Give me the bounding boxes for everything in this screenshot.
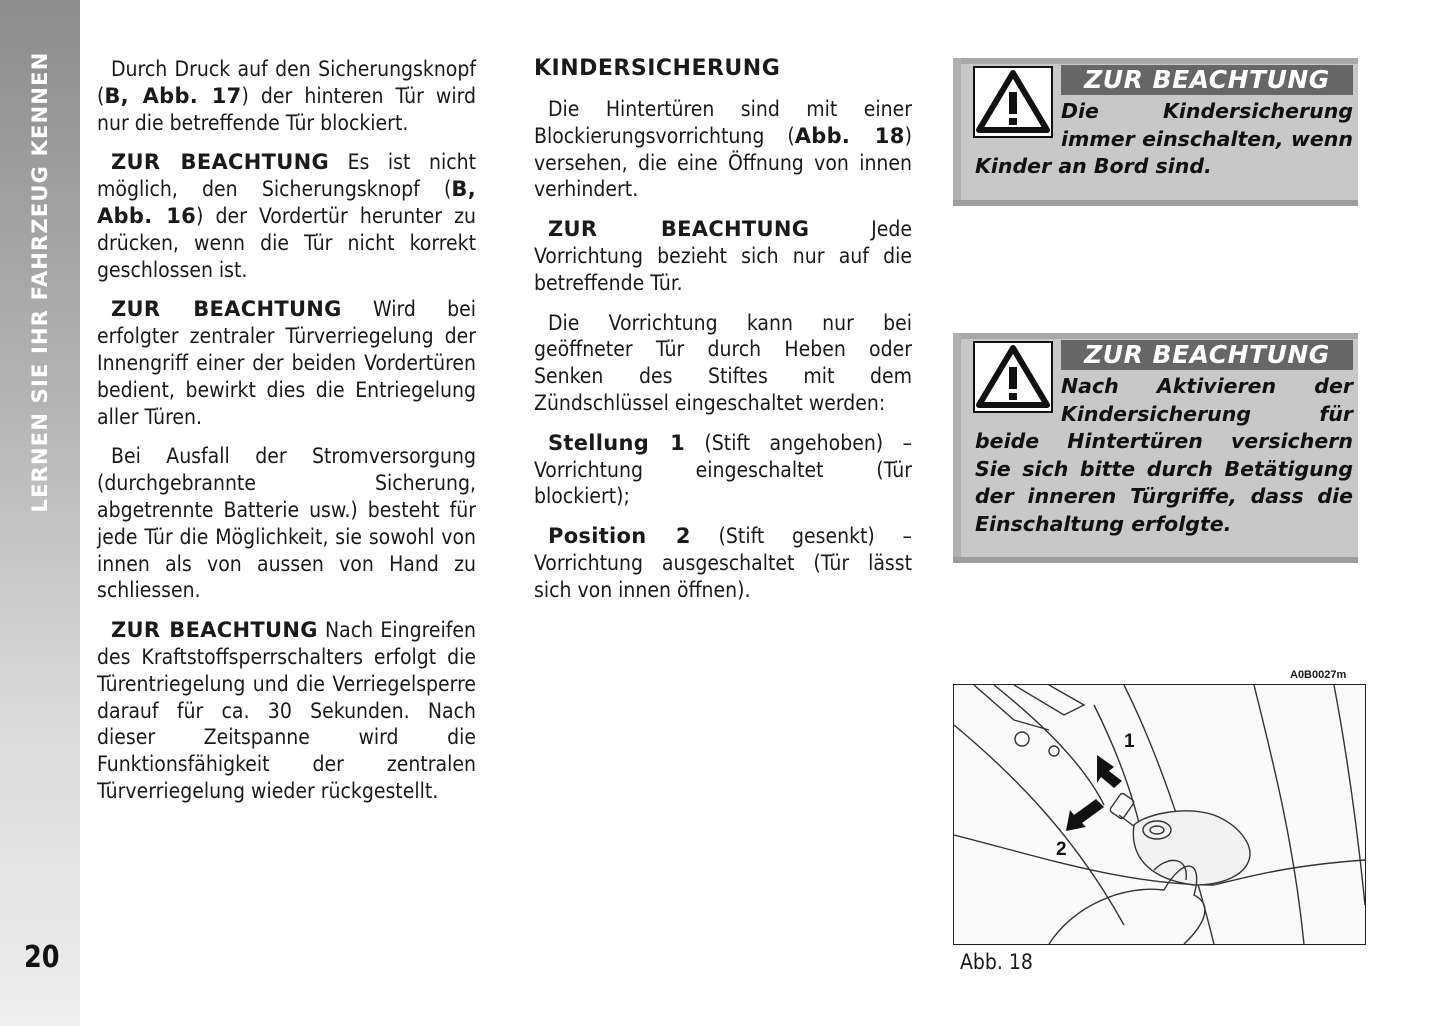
warning-text: Nach Aktivieren der Kindersicherung für beide Hintertüren versichern Sie sich bitte durch Betätigung der inneren Türgriffe, dass die Einschaltung erfolgte.: [975, 374, 1353, 536]
door-lock-drawing: [954, 685, 1365, 944]
note-keyword: ZUR BEACHTUNG: [111, 618, 318, 643]
paragraph: Position 2 (Stift gesenkt) – Vorrichtung ausgeschaltet (Tür lässt sich von innen öffnen).: [534, 524, 912, 602]
note-keyword: ZUR BEACHTUNG: [548, 217, 810, 242]
arrow-down-icon: [1066, 799, 1104, 831]
figure-code: A0B0027m: [1290, 669, 1347, 681]
paragraph: Die Hintertüren sind mit einer Blockierungsvorrichtung (Abb. 18) versehen, die eine Öffnung von innen verhindert.: [534, 97, 912, 202]
note-keyword: ZUR BEACHTUNG: [111, 150, 330, 175]
paragraph: Stellung 1 (Stift angehoben) – Vorrichtung eingeschaltet (Tür blockiert);: [534, 430, 912, 509]
figure-caption: Abb. 18: [960, 950, 1033, 974]
warning-box-1: [953, 58, 1358, 206]
sidebar: [0, 0, 80, 1026]
page-number: 20: [24, 940, 60, 975]
position-label: Stellung 1: [548, 430, 686, 455]
warning-text: Die Kindersicherung immer einschalten, wenn Kinder an Bord sind.: [975, 99, 1353, 178]
chapter-title: LERNEN SIE IHR FAHRZEUG KENNEN: [28, 51, 52, 513]
paragraph: Durch Druck auf den Sicherungsknopf (B, Abb. 17) der hinteren Tür wird nur die betreffende Tür blockiert.: [97, 57, 476, 135]
paragraph: ZUR BEACHTUNG Es ist nicht möglich, den Sicherungsknopf (B, Abb. 16) der Vordertür herunter zu drücken, wenn die Tür nicht korrekt geschlossen ist.: [97, 150, 476, 282]
figure-child-lock-illustration: [953, 684, 1366, 945]
paragraph: Die Vorrichtung kann nur bei geöffneter Tür durch Heben oder Senken des Stiftes mit dem Zündschlüssel eingeschaltet werden:: [534, 310, 912, 415]
figure-label-2: 2: [1056, 839, 1067, 860]
warning-box-2: [953, 333, 1358, 563]
paragraph: ZUR BEACHTUNG Nach Eingreifen des Kraftstoffsperrschalters erfolgt die Türentriegelung und die Verriegelsperre darauf für ca. 30 Sekunden. Nach dieser Zeitspanne wird die Funktionsfähigkeit der zentralen Türverriegelung wieder rückgestellt.: [97, 618, 476, 803]
warning-title: ZUR BEACHTUNG: [1061, 65, 1353, 95]
paragraph: ZUR BEACHTUNG Jede Vorrichtung bezieht sich nur auf die betreffende Tür.: [534, 217, 912, 295]
section-heading: KINDERSICHERUNG: [534, 56, 781, 81]
paragraph: ZUR BEACHTUNG Wird bei erfolgter zentraler Türverriegelung der Innengriff einer der beiden Vordertüren bedient, bewirkt dies die Entriegelung aller Türen.: [97, 297, 476, 429]
note-keyword: ZUR BEACHTUNG: [111, 297, 342, 322]
position-label: Position 2: [548, 524, 691, 549]
paragraph: Bei Ausfall der Stromversorgung (durchgebrannte Sicherung, abgetrennte Batterie usw.) besteht für jede Tür die Möglichkeit, sie sowohl von innen als von aussen von Hand zu schliessen.: [97, 444, 476, 603]
column-left: [97, 56, 476, 818]
figure-label-1: 1: [1124, 731, 1135, 752]
warning-title: ZUR BEACHTUNG: [1061, 340, 1353, 370]
column-middle: [534, 96, 912, 617]
